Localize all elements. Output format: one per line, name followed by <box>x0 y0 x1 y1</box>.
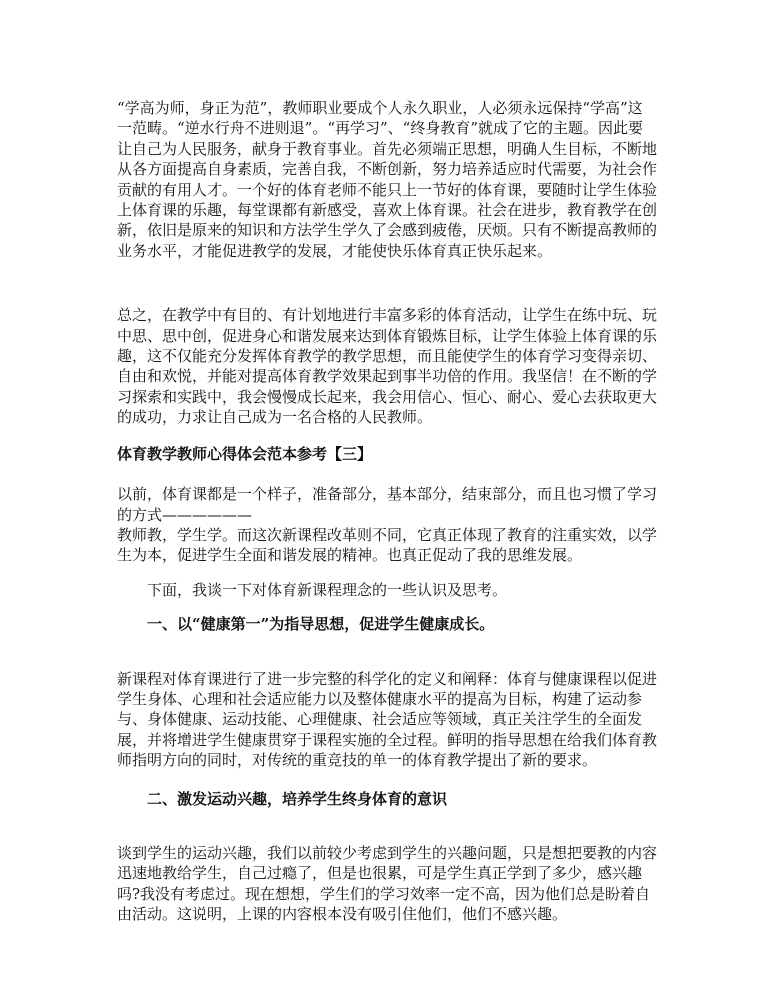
subheading-1: 一、以“健康第一”为指导思想，促进学生健康成长。 <box>147 615 495 634</box>
paragraph-2: 总之，在教学中有目的、有计划地进行丰富多彩的体育活动，让学生在练中玩、玩中思、思中创，促进身心和谐发展来达到体育锻炼目标，让学生体验上体育课的乐趣，这不仅能充分发挥体育教学的教学思想，而且能使学生的体育学习变得亲切、自由和欢悦，并能对提高体育教学效果起到事半功倍的作用。我坚信！在不断的学习探索和实践中，我会慢慢成长起来，我会用信心、恒心、耐心、爱心去获取更大的成功，力求让自己成为一名合格的人民教师。 <box>117 306 658 427</box>
paragraph-4: 新课程对体育课进行了进一步完整的科学化的定义和阐释：体育与健康课程以促进学生身体、心理和社会适应能力以及整体健康水平的提高为目标，构建了运动参与、身体健康、运动技能、心理健康、社会适应等领域，真正关注学生的全面发展，并将增进学生健康贯穿于课程实施的全过程。鲜明的指导思想在给我们体育教师指明方向的同时，对传统的重竞技的单一的体育教学提出了新的要求。 <box>117 669 658 770</box>
subheading-2: 二、激发运动兴趣，培养学生终身体育的意识 <box>147 789 448 808</box>
document-page <box>117 98 657 925</box>
paragraph-1: “学高为师，身正为范”，教师职业要成个人永久职业，人必须永远保持“学高”这一范畴。“逆水行舟不进则退”。“再学习”、“终身教育”就成了它的主题。因此要让自己为人民服务，献身于教育事业。首先必须端正思想，明确人生目标，不断地从各方面提高自身素质，完善自我，不断创新，努力培养适应时代需要，为社会作贡献的有用人才。一个好的体育老师不能只上一节好的体育课，要随时让学生体验上体育课的乐趣，每堂课都有新感受，喜欢上体育课。社会在进步，教育教学在创新，依旧是原来的知识和方法学生学久了会感到疲倦，厌烦。只有不断提高教师的业务水平，才能促进教学的发展，才能使快乐体育真正快乐起来。 <box>117 99 658 260</box>
paragraph-3a: 以前，体育课都是一个样子，准备部分，基本部分，结束部分，而且也习惯了学习的方式—————— <box>117 485 658 524</box>
paragraph-5: 谈到学生的运动兴趣，我们以前较少考虑到学生的兴趣问题，只是想把要教的内容迅速地教给学生，自己过瘾了，但是也很累，可是学生真正学到了多少，感兴趣吗?我没有考虑过。现在想想，学生们的学习效率一定不高，因为他们总是盼着自由活动。这说明，上课的内容根本没有吸引住他们，他们不感兴趣。 <box>117 843 658 924</box>
intro-paragraph: 下面，我谈一下对体育新课程理念的一些认识及思考。 <box>147 580 508 599</box>
paragraph-3b: 教师教，学生学。而这次新课程改革则不同，它真正体现了教育的注重实效，以学生为本，促进学生全面和谐发展的精神。也真正促动了我的思维发展。 <box>117 525 658 565</box>
section-heading-3: 体育教学教师心得体会范本参考【三】 <box>117 444 373 463</box>
